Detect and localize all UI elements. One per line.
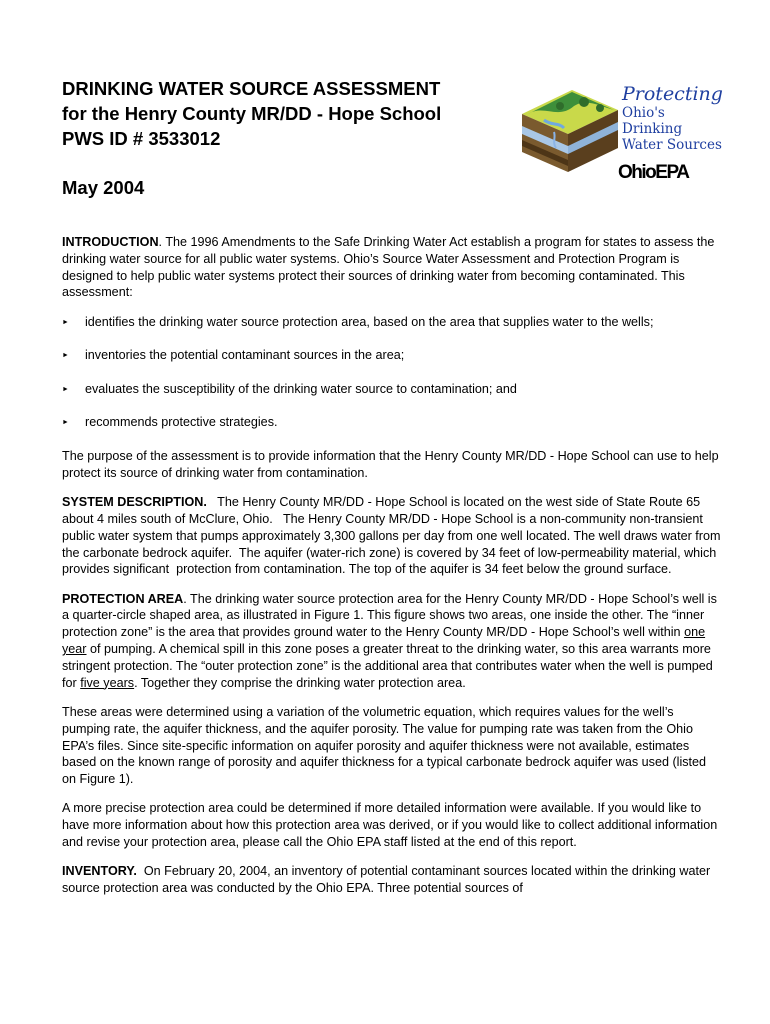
- system-description-paragraph: [62, 494, 722, 578]
- title-line-1: DRINKING WATER SOURCE ASSESSMENT: [62, 78, 441, 99]
- list-item-text: evaluates the susceptibility of the drinking water source to contamination; and: [85, 381, 517, 396]
- assessment-list: [62, 314, 722, 432]
- triangle-bullet-icon: ►: [62, 419, 69, 427]
- list-item-text: identifies the drinking water source protection area, based on the area that supplies water to the wells;: [85, 314, 654, 329]
- volumetric-paragraph: These areas were determined using a variation of the volumetric equation, which requires values for the well’s pumping rate, the aquifer thickness, and the aquifer porosity. The value for pumping rate was taken from the Ohio EPA’s files. Since site-specific information on aquifer porosity and aquifer thickness were not available, estimates based on the known range of porosity and aquifer thickness for a typical carbonate bedrock aquifer was used (listed on Figure 1).: [62, 704, 707, 787]
- purpose-paragraph: The purpose of the assessment is to provide information that the Henry County MR/DD - Hope School can use to help protect its source of drinking water from contamination.: [62, 449, 719, 480]
- inventory-heading: INVENTORY.: [62, 864, 137, 879]
- protection-text-c: . Together they comprise the drinking water protection area.: [134, 675, 466, 690]
- list-item-text: inventories the potential contaminant sources in the area;: [85, 348, 405, 363]
- ohio-epa-logo: [514, 76, 723, 188]
- logo-text: [622, 84, 723, 153]
- ohio-epa-wordmark: OhioEPA: [618, 162, 689, 183]
- list-item: [62, 314, 722, 331]
- inventory-text: On February 20, 2004, an inventory of potential contaminant sources located within the drinking water source protection area was conducted by the Ohio EPA. Three potential sources of: [62, 864, 714, 896]
- protection-text-a: . The drinking water source protection area for the Henry County MR/DD - Hope School’s well is a quarter-circle shaped area, as illustrated in Figure 1. This figure shows two areas, one inside the other. The “inner protection zone” is the area that provides ground water to the Henry County MR/DD - Hope School’s well within: [62, 591, 717, 640]
- document-date: May 2004: [62, 177, 145, 198]
- logo-line-2: Ohio's Drinking: [622, 105, 683, 137]
- landscape-block-icon: [514, 76, 624, 176]
- protection-text-b: of pumping. A chemical spill in this zone poses a greater threat to the drinking water, so this area warrants more stringent protection. The “outer protection zone” is the additional area that contributes water when the well is pumped for: [62, 642, 713, 690]
- triangle-bullet-icon: ►: [62, 385, 69, 393]
- list-item: [62, 414, 722, 431]
- protection-area-heading: PROTECTION AREA: [62, 591, 184, 606]
- logo-line-3: Water Sources: [622, 137, 722, 153]
- precise-area-paragraph: A more precise protection area could be determined if more detailed information were available. If you would like to have more information about how this protection area was derived, or if you would like to collect additional information and revise your protection area, please call the Ohio EPA staff listed at the end of this report.: [62, 801, 718, 849]
- document-title: [62, 76, 441, 151]
- list-item-text: recommends protective strategies.: [85, 415, 278, 430]
- one-year-underline: one year: [62, 625, 706, 657]
- intro-heading: INTRODUCTION: [62, 235, 159, 249]
- list-item: [62, 381, 722, 398]
- triangle-bullet-icon: ►: [62, 318, 69, 326]
- inventory-paragraph: [62, 863, 722, 897]
- system-description-text: The Henry County MR/DD - Hope School is located on the west side of State Route 65 about 4 miles south of McClure, Ohio. The Henry County MR/DD - Hope School is a non-community non-transient public water system that pumps approximately 3,300 gallons per day from one well located. The well draws water from the carbonate bedrock aquifer. The aquifer (water-rich zone) is covered by 34 feet of low-permeability material, which provides significant protection from contamination. The top of the aquifer is 34 feet below the ground surface.: [62, 495, 724, 577]
- triangle-bullet-icon: ►: [62, 352, 69, 360]
- intro-paragraph: [62, 234, 722, 301]
- title-line-2: for the Henry County MR/DD - Hope School: [62, 103, 442, 124]
- list-item: [62, 347, 722, 364]
- title-line-3: PWS ID # 3533012: [62, 128, 221, 149]
- document-body: [62, 234, 722, 909]
- five-years-underline: five years: [80, 675, 135, 690]
- intro-text: . The 1996 Amendments to the Safe Drinking Water Act establish a program for states to assess the drinking water source for all public water systems. Ohio’s Source Water Assessment and Protection Program is designed to help public water systems protect their sources of drinking water from becoming contaminated. This assessment:: [62, 235, 715, 300]
- system-description-heading: SYSTEM DESCRIPTION.: [62, 495, 207, 510]
- protection-area-paragraph: [62, 591, 722, 692]
- logo-line-1: Protecting: [622, 83, 723, 105]
